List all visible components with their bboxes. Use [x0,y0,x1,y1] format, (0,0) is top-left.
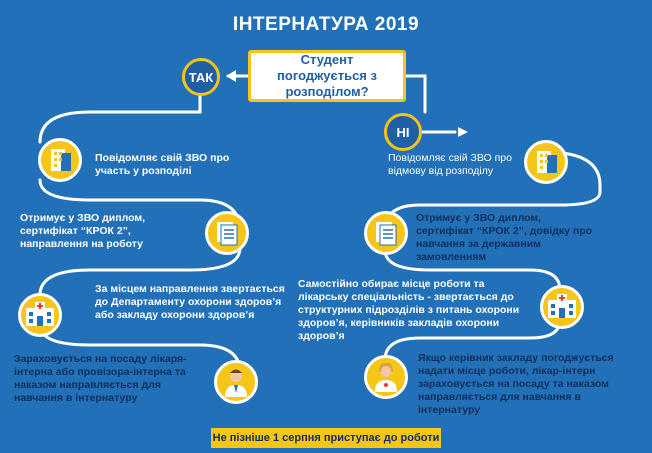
no-step-3: Самостійно обирає місце роботи та лікарську спеціальність - звертається до структурних підрозділів з питань охорони здоров’я, керівників закладів охорони здоров’я [298,278,520,342]
building-icon [38,138,82,182]
yes-step-4: Зараховується на посаду лікаря-інтерна або провізора-інтерна та наказом направляється для навчання в інтернатуру [14,353,187,404]
hospital-icon [18,293,62,337]
document-icon [364,211,408,255]
yes-step-2: Отримує у ЗВО диплом, сертифікат “КРОК 2”, направлення на роботу [20,212,146,250]
document-icon [205,211,249,255]
no-step-4: Якщо керівник закладу погоджується надати місце роботи, лікар-інтерн зараховується на посаду та наказом направляється для навчання в інтернатуру [418,352,614,416]
hospital-icon [540,285,584,329]
footer-banner: Не пізніше 1 серпня приступає до роботи [211,428,441,448]
no-step-1: Повідомляє свій ЗВО про відмову від розподілу [388,152,512,177]
yes-badge: ТАК [182,58,220,96]
question-box: Студент погоджується з розподілом? [248,50,406,102]
no-step-2: Отримує у ЗВО диплом, сертифікат “КРОК 2”, довідку про навчання за державним замовленням [416,212,593,263]
no-badge: НІ [384,113,422,151]
doctor-icon [214,360,258,404]
doctor-icon [364,355,408,399]
page-title: ІНТЕРНАТУРА 2019 [232,14,420,35]
yes-step-1: Повідомляє свій ЗВО про участь у розподілі [95,152,230,177]
yes-step-3: За місцем направлення звертається до Департаменту охорони здоров’я або закладу охорони здоров’я [95,283,285,321]
building-icon [524,140,568,184]
